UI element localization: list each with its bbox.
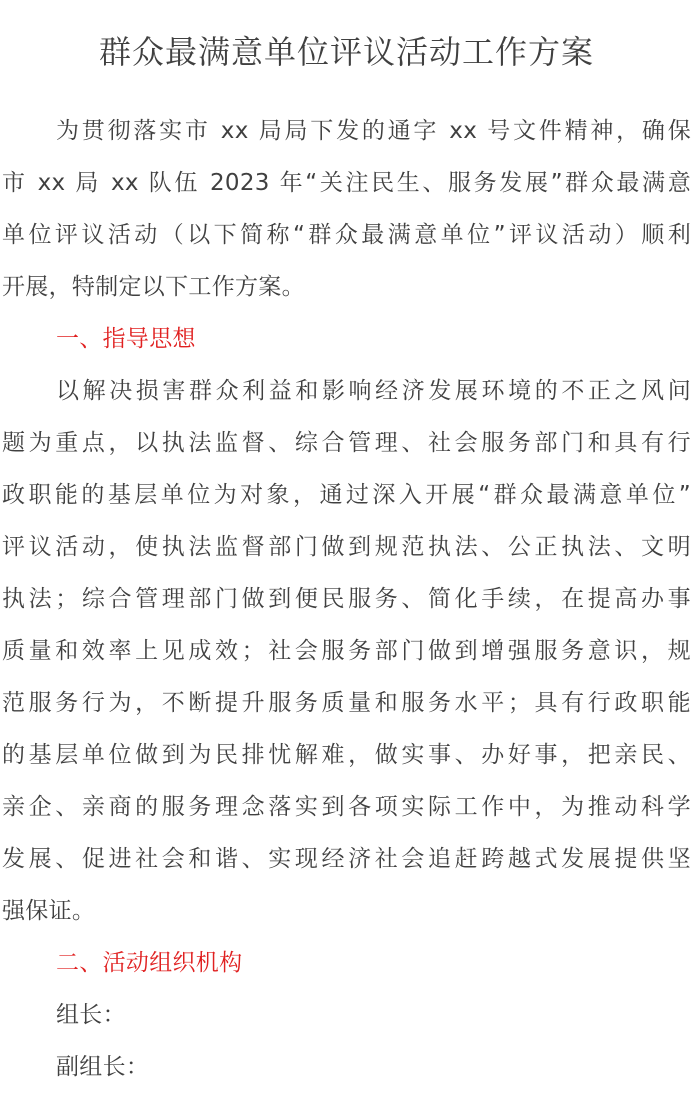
leader-label: 组长： (56, 1002, 126, 1028)
section1-line: 题为重点，以执法监督、综合管理、社会服务部门和具有行 (2, 430, 691, 456)
deputy-leader-label: 副组长： (56, 1054, 150, 1080)
section1-line: 强保证。 (2, 898, 96, 924)
intro-line: 开展，特制定以下工作方案。 (2, 274, 305, 300)
section1-line: 发展、促进社会和谐、实现经济社会追赶跨越式发展提供坚 (2, 846, 691, 872)
section1-line: 评议活动，使执法监督部门做到规范执法、公正执法、文明 (2, 534, 691, 560)
section1-line: 范服务行为，不断提升服务质量和服务水平；具有行政职能 (2, 690, 691, 716)
section-heading-guiding-ideology: 一、指导思想 (56, 326, 196, 352)
intro-line: 市 xx 局 xx 队伍 2023 年“关注民生、服务发展”群众最满意 (2, 170, 691, 196)
intro-line: 为贯彻落实市 xx 局局下发的通字 xx 号文件精神，确保 (56, 118, 691, 144)
section1-line: 政职能的基层单位为对象，通过深入开展“群众最满意单位” (2, 482, 691, 508)
intro-line: 单位评议活动（以下简称“群众最满意单位”评议活动）顺利 (2, 222, 691, 248)
section1-line: 以解决损害群众利益和影响经济发展环境的不正之风问 (56, 378, 691, 404)
section1-line: 质量和效率上见成效；社会服务部门做到增强服务意识，规 (2, 638, 691, 664)
section1-line: 亲企、亲商的服务理念落实到各项实际工作中，为推动科学 (2, 794, 691, 820)
section1-line: 的基层单位做到为民排忧解难，做实事、办好事，把亲民、 (2, 742, 691, 768)
document-title: 群众最满意单位评议活动工作方案 (98, 33, 594, 71)
section1-line: 执法；综合管理部门做到便民服务、简化手续，在提高办事 (2, 586, 691, 612)
section-heading-organization: 二、活动组织机构 (56, 950, 243, 976)
